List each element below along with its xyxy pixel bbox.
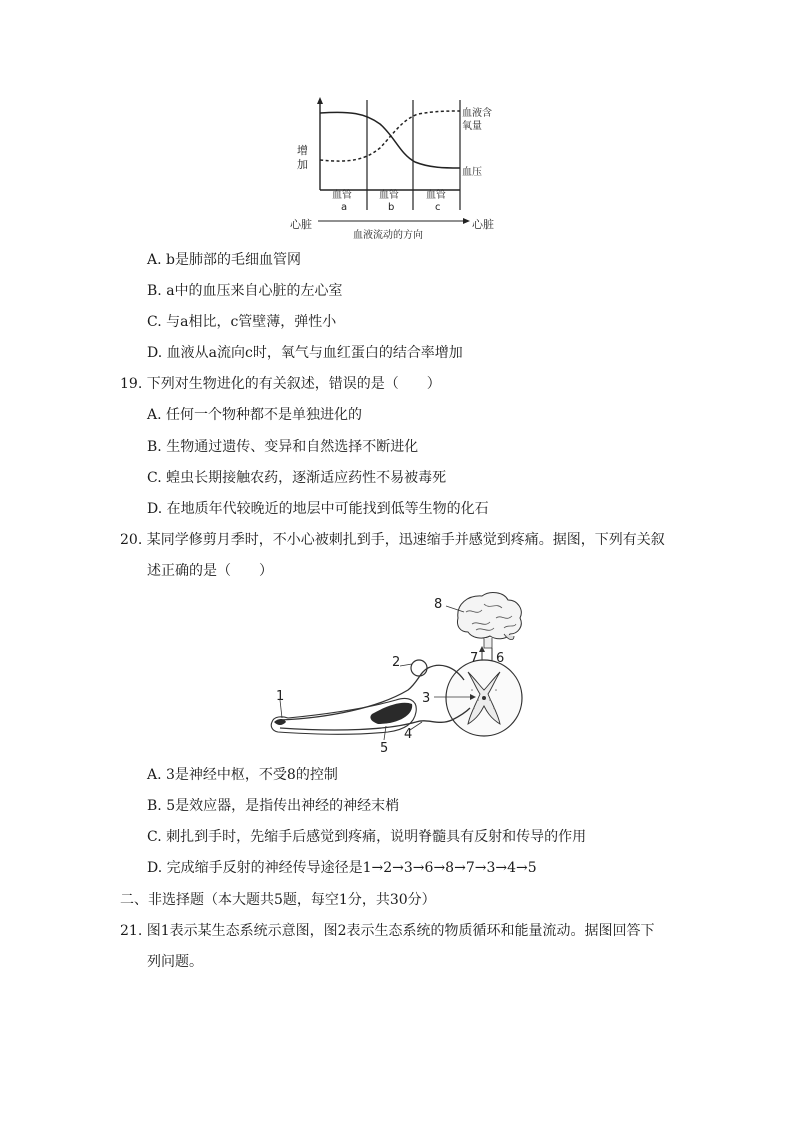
- vessel-a-label: 血管: [332, 190, 352, 201]
- q18-option-b: B. a中的血压来自心脏的左心室: [147, 283, 343, 299]
- label-5: 5: [380, 741, 389, 756]
- heart-left-label: 心脏: [290, 218, 312, 231]
- q21-stem-line-1: 21. 图1表示某生态系统示意图，图2表示生态系统的物质循环和能量流动。据图回答下: [120, 923, 655, 939]
- oxygen-label-2: 氧量: [462, 121, 482, 132]
- oxygen-label-1: 血液含: [462, 108, 492, 119]
- q20-option-c: C. 刺扎到手时，先缩手后感觉到疼痛，说明脊髓具有反射和传导的作用: [147, 829, 587, 845]
- q20-option-b: B. 5是效应器，是指传出神经的神经末梢: [147, 798, 400, 814]
- vessel-b-label: 血管: [379, 190, 399, 201]
- flow-direction-label: 血液流动的方向: [353, 230, 423, 241]
- q18-option-d: D. 血液从a流向c时，氧气与血红蛋白的结合率增加: [147, 345, 463, 361]
- pressure-label: 血压: [462, 167, 482, 178]
- q20-option-d: D. 完成缩手反射的神经传导途径是1→2→3→6→8→7→3→4→5: [147, 860, 537, 876]
- label-2: 2: [392, 655, 401, 670]
- sensory-nerve: [280, 665, 464, 720]
- heart-right-label: 心脏: [472, 218, 494, 231]
- label-4: 4: [404, 727, 413, 742]
- y-axis-arrow: [317, 97, 323, 104]
- vessel-b-letter: b: [388, 202, 395, 213]
- q19-stem: 19. 下列对生物进化的有关叙述，错误的是（ ）: [120, 376, 441, 392]
- brain-icon: [457, 593, 521, 648]
- ganglion: [411, 660, 427, 676]
- q20-stem-line-2: 述正确的是（ ）: [147, 563, 273, 579]
- q20-option-a: A. 3是神经中枢，不受8的控制: [147, 767, 338, 783]
- q19-option-d: D. 在地质年代较晚近的地层中可能找到低等生物的化石: [147, 501, 489, 517]
- q18-option-c: C. 与a相比，c管壁薄，弹性小: [147, 314, 337, 330]
- central-canal: [482, 696, 486, 700]
- label-1: 1: [276, 689, 285, 704]
- vessel-c-letter: c: [435, 202, 441, 213]
- y-axis-label-1: 增: [297, 144, 308, 157]
- label-7: 7: [470, 651, 479, 666]
- q18-option-a: A. b是肺部的毛细血管网: [147, 252, 301, 268]
- blood-vessel-graph: [290, 92, 510, 242]
- q19-option-a: A. 任何一个物种都不是单独进化的: [147, 407, 363, 423]
- y-axis-label-2: 加: [297, 158, 308, 171]
- label-6: 6: [496, 651, 505, 666]
- section-heading: 二、非选择题（本大题共5题，每空1分，共30分）: [120, 892, 436, 908]
- label-3: 3: [422, 691, 431, 706]
- label-8: 8: [434, 597, 443, 612]
- q19-option-c: C. 蝗虫长期接触农药，逐渐适应药性不易被毒死: [147, 470, 447, 486]
- q21-stem-line-2: 列问题。: [147, 954, 203, 970]
- muscle-effector: [370, 703, 412, 724]
- q20-stem-line-1: 20. 某同学修剪月季时，不小心被刺扎到手，迅速缩手并感觉到疼痛。据图，下列有关叙: [120, 532, 665, 548]
- vessel-c-label: 血管: [426, 190, 446, 201]
- flow-arrow-head: [463, 218, 470, 224]
- reflex-arc-figure: [268, 590, 538, 760]
- blood-pressure-curve: [320, 112, 460, 168]
- oxygen-content-curve: [320, 111, 460, 161]
- vessel-a-letter: a: [341, 202, 348, 213]
- q19-option-b: B. 生物通过遗传、变异和自然选择不断进化: [147, 439, 419, 455]
